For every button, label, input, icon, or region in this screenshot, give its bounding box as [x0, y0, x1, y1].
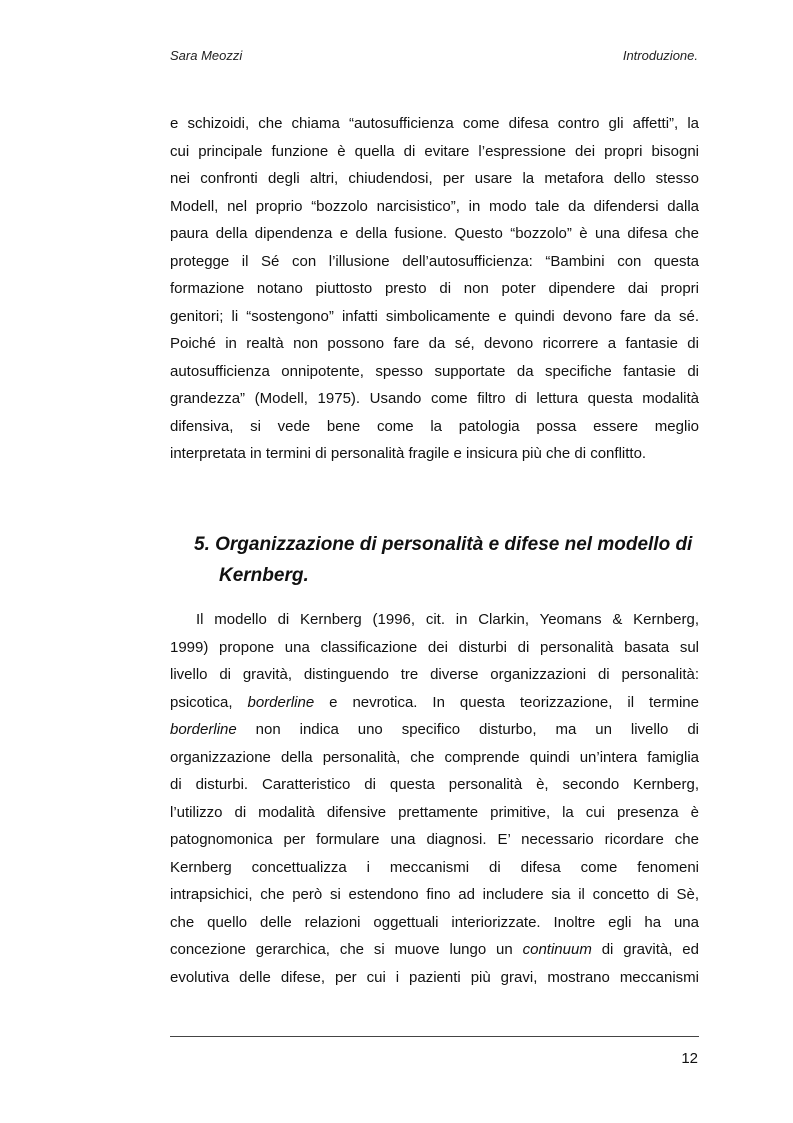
text-line: che quello delle relazioni oggettuali interiorizzate. Inoltre egli ha una	[170, 913, 699, 931]
header-section: Introduzione.	[622, 48, 698, 63]
text-line: grandezza” (Modell, 1975). Usando come filtro di lettura questa modalità	[170, 390, 699, 407]
italic-term: borderline	[247, 693, 315, 711]
text-line: di disturbi. Caratteristico di questa personalità è, secondo Kernberg,	[170, 776, 699, 793]
text-line: Modell, nel proprio “bozzolo narcisistico”, in modo tale da difendersi dalla	[170, 197, 699, 215]
text-line: autosufficienza onnipotente, spesso supportate da specifiche fantasie di	[170, 362, 699, 380]
text-line: paura della dipendenza e della fusione. Questo “bozzolo” è una difesa che	[170, 225, 699, 242]
text-line: difensiva, si vede bene come la patologia possa essere meglio	[170, 417, 699, 435]
text-line	[170, 716, 699, 744]
page-number: 12	[681, 1050, 698, 1067]
text-line: interpretata in termini di personalità fragile e insicura più che di conflitto.	[170, 445, 647, 462]
text-line: intrapsichici, che però si estendono fino ad includere sia il concetto di Sè,	[170, 886, 699, 903]
text-fragment: concezione gerarchica, che si muove lungo un	[170, 941, 523, 958]
text-line: patognomonica per formulare una diagnosi. E’ necessario ricordare che	[170, 831, 699, 848]
text-line: evolutiva delle difese, per cui i pazienti più gravi, mostrano meccanismi	[170, 968, 699, 986]
text-line: genitori; li “sostengono” infatti simbolicamente e quindi devono fare da sé.	[170, 307, 699, 325]
paragraph-schizoid-defense	[170, 110, 699, 468]
text-line	[170, 936, 699, 964]
italic-term: borderline	[170, 721, 237, 738]
text-fragment: e nevrotica. In questa teorizzazione, il termine	[314, 693, 699, 711]
text-line: nei confronti degli altri, chiudendosi, per usare la metafora dello stesso	[170, 170, 699, 187]
text-line: cui principale funzione è quella di evitare l’espressione dei propri bisogni	[170, 142, 699, 160]
section-heading-line2: Kernberg.	[219, 565, 309, 586]
text-line: formazione notano piuttosto presto di non poter dipendere dai propri	[170, 280, 699, 297]
text-line: protegge il Sé con l’illusione dell’autosufficienza: “Bambini con questa	[170, 252, 699, 270]
footer-divider	[170, 1036, 699, 1037]
text-line: organizzazione della personalità, che comprende quindi un’intera famiglia	[170, 748, 699, 766]
section-heading	[194, 529, 700, 591]
text-fragment: psicotica,	[170, 693, 248, 711]
text-line: e schizoidi, che chiama “autosufficienza come difesa contro gli affetti”, la	[170, 115, 699, 132]
text-line: 1999) propone una classificazione dei disturbi di personalità basata sul	[170, 638, 699, 656]
text-fragment: di gravità, ed	[591, 941, 699, 958]
text-line: l’utilizzo di modalità difensive prettamente primitive, la cui presenza è	[170, 803, 699, 821]
text-line: Kernberg concettualizza i meccanismi di difesa come fenomeni	[170, 858, 699, 876]
text-line: Il modello di Kernberg (1996, cit. in Clarkin, Yeomans & Kernberg,	[196, 611, 699, 628]
section-heading-line1: 5. Organizzazione di personalità e difese nel modello di	[194, 534, 693, 555]
header-author: Sara Meozzi	[170, 48, 243, 63]
paragraph-kernberg-model	[170, 606, 699, 991]
italic-term: continuum	[522, 941, 592, 958]
text-fragment: non indica uno specifico disturbo, ma un livello di	[236, 721, 699, 738]
text-line	[170, 689, 699, 717]
text-line: Poiché in realtà non possono fare da sé, devono ricorrere a fantasie di	[170, 335, 699, 352]
text-line: livello di gravità, distinguendo tre diverse organizzazioni di personalità:	[170, 666, 699, 683]
